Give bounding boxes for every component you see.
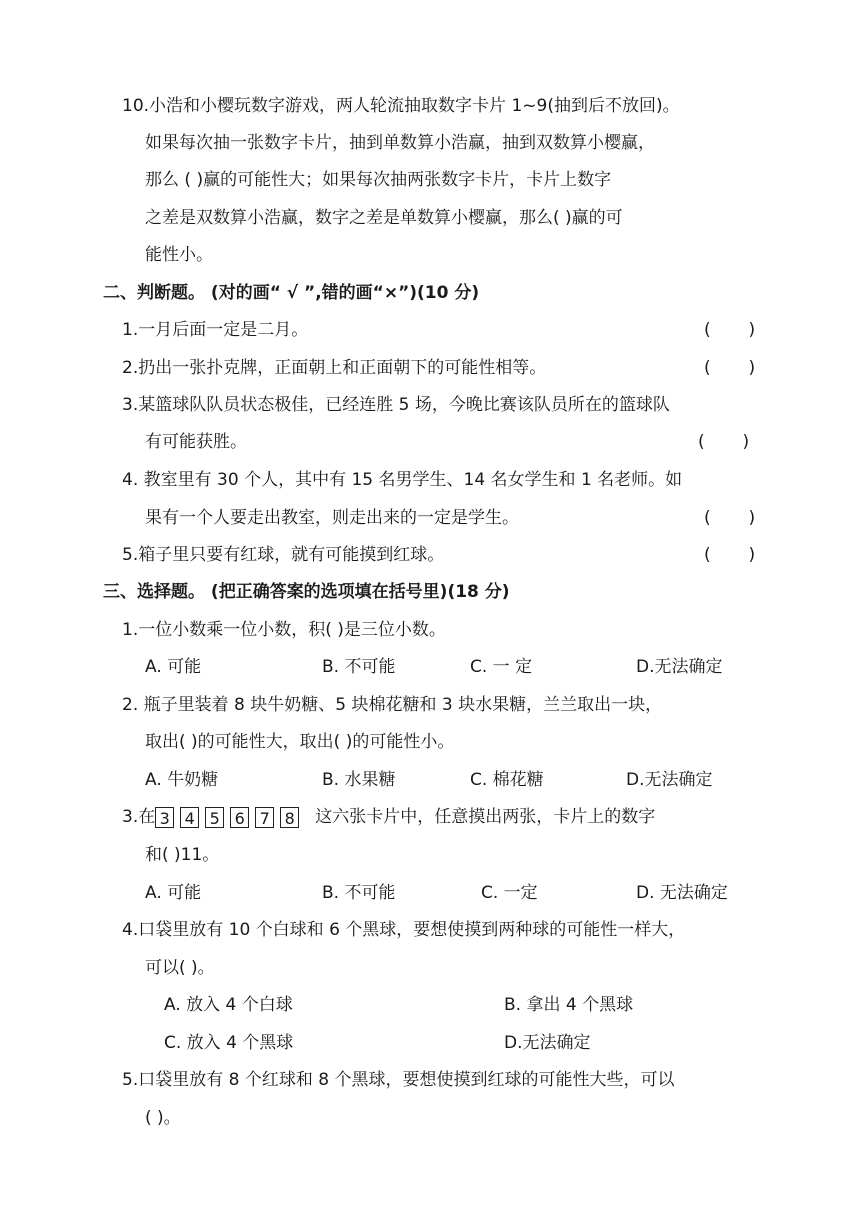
number-card-8: 8 bbox=[280, 807, 299, 828]
s3-q2-option-c[interactable]: C. 棉花糖 bbox=[470, 770, 544, 790]
s3-q2-option-d[interactable]: D.无法确定 bbox=[626, 770, 713, 790]
s2-q4-answer-paren[interactable]: ( ) bbox=[704, 508, 756, 528]
s2-q4-line2: 果有一个人要走出教室，则走出来的一定是学生。 bbox=[145, 508, 519, 528]
number-card-4: 4 bbox=[180, 807, 199, 828]
q10-line4: 之差是双数算小浩赢，数字之差是单数算小樱赢，那么( )赢的可 bbox=[145, 208, 623, 228]
q10-line2: 如果每次抽一张数字卡片，抽到单数算小浩赢，抽到双数算小樱赢， bbox=[145, 133, 655, 153]
q10-line3: 那么 ( )赢的可能性大；如果每次抽两张数字卡片，卡片上数字 bbox=[145, 170, 612, 190]
section2-title: 二、判断题。 (对的画“ √ ”,错的画“×”)(10 分) bbox=[103, 283, 480, 303]
number-cards bbox=[155, 806, 305, 828]
s3-q3-line1 bbox=[122, 806, 655, 828]
s3-q3-line2: 和( )11。 bbox=[145, 845, 220, 865]
s3-q2-option-a[interactable]: A. 牛奶糖 bbox=[145, 770, 219, 790]
s3-q1-option-b[interactable]: B. 不可能 bbox=[322, 657, 396, 677]
s3-q3-option-a[interactable]: A. 可能 bbox=[145, 883, 202, 903]
s2-q3-line2: 有可能获胜。 bbox=[145, 432, 247, 452]
s3-q3-option-c[interactable]: C. 一定 bbox=[481, 883, 538, 903]
s2-q5-answer-paren[interactable]: ( ) bbox=[704, 545, 756, 565]
s2-q1: 1.一月后面一定是二月。 bbox=[122, 320, 309, 340]
s3-q4-option-c[interactable]: C. 放入 4 个黑球 bbox=[164, 1033, 294, 1053]
number-card-6: 6 bbox=[230, 807, 249, 828]
s2-q1-answer-paren[interactable]: ( ) bbox=[704, 320, 756, 340]
s3-q4-line2: 可以( )。 bbox=[145, 958, 215, 978]
s3-q1-option-c[interactable]: C. 一 定 bbox=[470, 657, 533, 677]
s3-q2-option-b[interactable]: B. 水果糖 bbox=[322, 770, 396, 790]
q10-line1: 10.小浩和小樱玩数字游戏，两人轮流抽取数字卡片 1~9(抽到后不放回)。 bbox=[122, 96, 680, 116]
s2-q4-line1: 4. 教室里有 30 个人，其中有 15 名男学生、14 名女学生和 1 名老师。如 bbox=[122, 470, 683, 490]
q10-line5: 能性小。 bbox=[145, 245, 213, 265]
s2-q3-line1: 3.某篮球队队员状态极佳，已经连胜 5 场，今晚比赛该队员所在的篮球队 bbox=[122, 395, 670, 415]
number-card-5: 5 bbox=[205, 807, 224, 828]
s2-q5: 5.箱子里只要有红球，就有可能摸到红球。 bbox=[122, 545, 445, 565]
number-card-7: 7 bbox=[255, 807, 274, 828]
s3-q3-prefix: 3.在 bbox=[122, 807, 156, 827]
s3-q4-option-a[interactable]: A. 放入 4 个白球 bbox=[164, 995, 293, 1015]
s3-q3-option-b[interactable]: B. 不可能 bbox=[322, 883, 396, 903]
s3-q1-option-d[interactable]: D.无法确定 bbox=[636, 657, 723, 677]
s3-q5-line2: ( )。 bbox=[145, 1108, 181, 1128]
s3-q4-option-d[interactable]: D.无法确定 bbox=[504, 1033, 591, 1053]
s3-q4-line1: 4.口袋里放有 10 个白球和 6 个黑球，要想使摸到两种球的可能性一样大， bbox=[122, 920, 686, 940]
section3-title: 三、选择题。 (把正确答案的选项填在括号里)(18 分) bbox=[103, 582, 510, 602]
s3-q4-option-b[interactable]: B. 拿出 4 个黑球 bbox=[504, 995, 634, 1015]
number-card-3: 3 bbox=[155, 807, 174, 828]
s3-q2-line2: 取出( )的可能性大，取出( )的可能性小。 bbox=[145, 732, 455, 752]
s2-q2: 2.扔出一张扑克牌，正面朝上和正面朝下的可能性相等。 bbox=[122, 358, 547, 378]
s3-q3-option-d[interactable]: D. 无法确定 bbox=[636, 883, 728, 903]
s3-q3-suffix: 这六张卡片中，任意摸出两张，卡片上的数字 bbox=[315, 807, 656, 827]
s2-q3-answer-paren[interactable]: ( ) bbox=[698, 432, 750, 452]
s3-q1-option-a[interactable]: A. 可能 bbox=[145, 657, 202, 677]
s3-q1: 1.一位小数乘一位小数，积( )是三位小数。 bbox=[122, 620, 446, 640]
s2-q2-answer-paren[interactable]: ( ) bbox=[704, 358, 756, 378]
s3-q2-line1: 2. 瓶子里装着 8 块牛奶糖、5 块棉花糖和 3 块水果糖，兰兰取出一块， bbox=[122, 695, 663, 715]
s3-q5-line1: 5.口袋里放有 8 个红球和 8 个黑球，要想使摸到红球的可能性大些，可以 bbox=[122, 1070, 675, 1090]
